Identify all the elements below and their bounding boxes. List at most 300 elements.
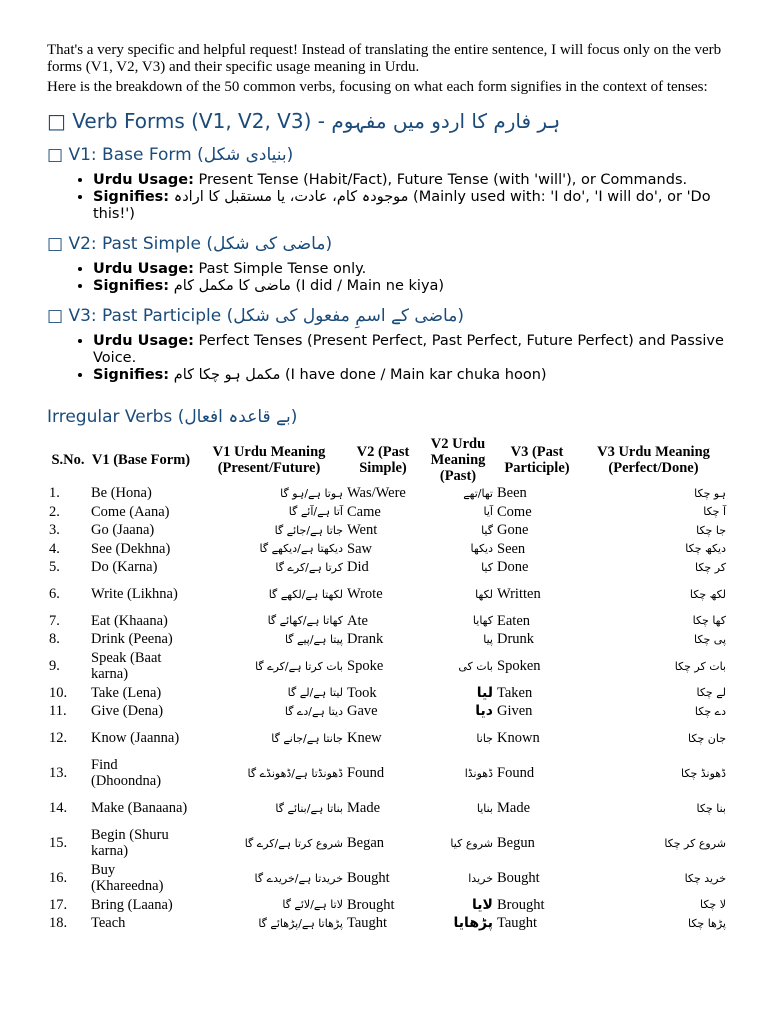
table-row	[47, 577, 728, 612]
v2-urdu-cell	[421, 914, 495, 933]
v3-urdu: ڈھونڈ چکا	[681, 766, 726, 780]
v1-urdu-cell	[193, 826, 345, 861]
row-number-cell	[47, 484, 89, 503]
v3-participle: Spoken	[497, 658, 541, 674]
v3-urdu-cell	[579, 503, 728, 522]
v2-past-cell	[345, 558, 421, 577]
list-item	[93, 278, 728, 295]
v1-base: See (Dekhna)	[91, 540, 171, 557]
row-number: 14.	[49, 800, 68, 816]
v3-urdu-cell	[579, 914, 728, 933]
v3-participle-cell	[495, 540, 579, 559]
v2-past-cell	[345, 756, 421, 791]
v2-urdu: دیکھا	[470, 542, 493, 556]
v3-participle: Bought	[497, 870, 540, 886]
v3-urdu-cell	[579, 791, 728, 826]
v1-base: Make (Banaana)	[91, 800, 188, 816]
v1-urdu: شروع کرتا ہے/کرے گا	[244, 836, 343, 850]
v3-urdu-cell	[579, 721, 728, 756]
table-row	[47, 649, 728, 684]
v2-past: Bought	[347, 870, 390, 886]
v1-base-cell	[89, 540, 193, 559]
v3-participle-cell	[495, 896, 579, 915]
v2-past-cell	[345, 861, 421, 896]
v2-past: Was/Were	[347, 485, 406, 502]
usage-label: Urdu Usage:	[93, 333, 194, 349]
v1-urdu: لیتا ہے/لے گا	[287, 686, 343, 700]
v1-urdu-cell	[193, 861, 345, 896]
v2-urdu: آیا	[483, 505, 493, 519]
v3-participle: Made	[497, 800, 531, 816]
v2-past: Taught	[347, 915, 388, 932]
row-number-cell	[47, 612, 89, 631]
v2-urdu: خریدا	[468, 871, 493, 885]
usage-label: Urdu Usage:	[93, 172, 194, 188]
v1-base-cell	[89, 630, 193, 649]
v1-urdu: بات کرتا ہے/کرے گا	[255, 659, 343, 673]
v3-urdu: کر چکا	[694, 560, 726, 574]
table-row	[47, 484, 728, 503]
v1-base: Do (Karna)	[91, 559, 158, 576]
v2-past-cell	[345, 721, 421, 756]
v2-urdu: جانا	[476, 731, 493, 745]
v1-base: Find (Dhoondna)	[91, 757, 162, 789]
row-number: 4.	[49, 540, 60, 557]
v1-base-cell	[89, 612, 193, 631]
row-number-cell	[47, 503, 89, 522]
v3-urdu-cell	[579, 521, 728, 540]
v3-urdu-cell	[579, 896, 728, 915]
row-number: 8.	[49, 631, 60, 648]
v3-urdu-cell	[579, 756, 728, 791]
v2-past-cell	[345, 503, 421, 522]
table-row	[47, 521, 728, 540]
v2-urdu: دیا	[475, 703, 493, 720]
v1-base: Go (Jaana)	[91, 522, 155, 539]
v2-urdu-cell	[421, 503, 495, 522]
v3-urdu: ہو چکا	[694, 486, 726, 500]
v1-urdu: جاتا ہے/جائے گا	[274, 523, 343, 537]
v1-urdu-cell	[193, 484, 345, 503]
row-number: 11.	[49, 703, 67, 720]
list-item	[93, 172, 728, 189]
v3-participle-cell	[495, 702, 579, 721]
v2-urdu: کھایا	[472, 614, 493, 628]
v3-urdu: پڑھا چکا	[687, 916, 726, 930]
v2-past-cell	[345, 612, 421, 631]
row-number-cell	[47, 702, 89, 721]
table-body	[47, 484, 728, 933]
v3-urdu-cell	[579, 484, 728, 503]
v3-participle: Begun	[497, 835, 535, 851]
row-number: 5.	[49, 559, 60, 576]
v1-base-cell	[89, 721, 193, 756]
signifies-text: ماضی کا مکمل کام (I did / Main ne kiya)	[169, 278, 445, 294]
v2-urdu: ڈھونڈا	[464, 766, 493, 780]
signifies-text: مکمل ہو چکا کام (I have done / Main kar chuka hoon)	[169, 367, 547, 383]
row-number: 12.	[49, 730, 68, 746]
v3-urdu-cell	[579, 540, 728, 559]
v3-participle-cell	[495, 914, 579, 933]
v2-past-cell	[345, 484, 421, 503]
v1-urdu-cell	[193, 612, 345, 631]
v2-past: Saw	[347, 540, 372, 557]
header-v3: V3 (Past Participle)	[504, 444, 570, 476]
row-number: 17.	[49, 896, 68, 913]
v2-urdu: پیا	[483, 632, 493, 646]
v1-urdu-cell	[193, 558, 345, 577]
header-v1: V1 (Base Form)	[91, 452, 191, 468]
v1-urdu-cell	[193, 521, 345, 540]
row-number: 1.	[49, 485, 60, 502]
v1-base: Drink (Peena)	[91, 631, 173, 648]
v2-past: Did	[347, 559, 369, 576]
row-number: 6.	[49, 586, 60, 602]
v1-urdu-cell	[193, 649, 345, 684]
v1-base: Teach	[91, 915, 126, 932]
v1-base-cell	[89, 649, 193, 684]
v3-urdu: جا چکا	[696, 523, 726, 537]
v2-urdu-cell	[421, 721, 495, 756]
v1-urdu: لکھتا ہے/لکھے گا	[268, 587, 343, 601]
v2-past-cell	[345, 826, 421, 861]
v2-past: Ate	[347, 612, 368, 629]
v1-urdu: پیتا ہے/پیے گا	[284, 632, 343, 646]
v2-past-cell	[345, 540, 421, 559]
v2-past: Brought	[347, 896, 395, 913]
v2-urdu-cell	[421, 649, 495, 684]
v1-urdu: دیتا ہے/دے گا	[284, 704, 343, 718]
v2-past-cell	[345, 914, 421, 933]
v3-participle: Given	[497, 703, 533, 720]
v1-urdu-cell	[193, 577, 345, 612]
v2-past: Gave	[347, 703, 378, 720]
verbs-table	[47, 436, 728, 933]
table-row	[47, 861, 728, 896]
v1-base-cell	[89, 861, 193, 896]
table-row	[47, 826, 728, 861]
v2-past: Drank	[347, 631, 384, 648]
v1-urdu: کرتا ہے/کرے گا	[275, 560, 343, 574]
list-item	[93, 367, 728, 384]
v1-base: Begin (Shuru karna)	[91, 827, 169, 859]
v1-urdu: بناتا ہے/بنائے گا	[275, 801, 343, 815]
v2-urdu-cell	[421, 558, 495, 577]
v1-urdu-cell	[193, 540, 345, 559]
v2-urdu: تھا/تھے	[463, 486, 493, 500]
v2-urdu-cell	[421, 484, 495, 503]
v1-base-cell	[89, 503, 193, 522]
v2-urdu: شروع کیا	[450, 836, 493, 850]
v2-past: Knew	[347, 730, 382, 746]
row-number-cell	[47, 914, 89, 933]
row-number-cell	[47, 791, 89, 826]
v2-points	[47, 261, 728, 295]
v3-urdu: لا چکا	[700, 898, 726, 912]
v2-urdu: لکھا	[475, 587, 493, 601]
v1-urdu: جانتا ہے/جانے گا	[271, 731, 343, 745]
v1-urdu-cell	[193, 896, 345, 915]
row-number: 18.	[49, 915, 68, 932]
row-number-cell	[47, 756, 89, 791]
v3-urdu-cell	[579, 826, 728, 861]
v3-urdu-cell	[579, 612, 728, 631]
v3-urdu: دیکھ چکا	[685, 542, 726, 556]
row-number: 13.	[49, 765, 68, 781]
v3-participle-cell	[495, 484, 579, 503]
table-row	[47, 791, 728, 826]
v1-base: Give (Dena)	[91, 703, 164, 720]
v3-participle: Taken	[497, 684, 533, 701]
v2-urdu-cell	[421, 540, 495, 559]
row-number: 16.	[49, 870, 68, 886]
row-number-cell	[47, 721, 89, 756]
v1-base: Take (Lena)	[91, 684, 162, 701]
table-row	[47, 896, 728, 915]
v2-past-cell	[345, 702, 421, 721]
v1-base: Be (Hona)	[91, 485, 152, 502]
v2-urdu: پڑھایا	[453, 915, 493, 932]
v1-base-cell	[89, 521, 193, 540]
row-number-cell	[47, 521, 89, 540]
table-row	[47, 702, 728, 721]
row-number: 15.	[49, 835, 68, 851]
v3-urdu-cell	[579, 577, 728, 612]
v1-base-cell	[89, 684, 193, 703]
v1-urdu: دیکھتا ہے/دیکھے گا	[259, 542, 343, 556]
v3-urdu-cell	[579, 684, 728, 703]
v3-block	[47, 305, 728, 384]
v2-past-cell	[345, 577, 421, 612]
intro-paragraph-2: Here is the breakdown of the 50 common verbs, focusing on what each form signifies in the context of tenses:	[47, 79, 708, 95]
header-v2-urdu: V2 Urdu Meaning (Past)	[430, 436, 486, 484]
v2-urdu-cell	[421, 861, 495, 896]
v1-base-cell	[89, 756, 193, 791]
v2-past: Took	[347, 684, 377, 701]
v2-urdu-cell	[421, 756, 495, 791]
usage-text: Present Tense (Habit/Fact), Future Tense (with 'will'), or Commands.	[193, 172, 688, 188]
v3-urdu: شروع کر چکا	[664, 836, 726, 850]
v2-past: Came	[347, 503, 381, 520]
v3-participle-cell	[495, 503, 579, 522]
v3-urdu-cell	[579, 649, 728, 684]
v3-participle-cell	[495, 721, 579, 756]
list-item	[93, 189, 728, 223]
v2-urdu-cell	[421, 684, 495, 703]
v1-urdu: پڑھاتا ہے/پڑھائے گا	[258, 916, 343, 930]
v2-past-cell	[345, 791, 421, 826]
table-row	[47, 721, 728, 756]
v3-urdu: خرید چکا	[684, 871, 726, 885]
v1-points	[47, 172, 728, 223]
header-sno: S.No.	[51, 452, 85, 468]
v2-past: Spoke	[347, 658, 384, 674]
v1-urdu-cell	[193, 684, 345, 703]
v3-points	[47, 333, 728, 384]
v3-urdu: بنا چکا	[696, 801, 726, 815]
v1-base: Write (Likhna)	[91, 586, 178, 602]
v1-urdu-cell	[193, 630, 345, 649]
v3-urdu-cell	[579, 702, 728, 721]
table-title: Irregular Verbs (بے قاعدہ افعال)	[47, 407, 298, 427]
v1-base: Bring (Laana)	[91, 896, 173, 913]
v3-participle: Been	[497, 485, 527, 502]
v3-participle: Done	[497, 559, 529, 576]
v2-heading: □ V2: Past Simple (ماضی کی شکل)	[47, 234, 333, 254]
v2-past: Wrote	[347, 586, 383, 602]
v1-heading: □ V1: Base Form (بنیادی شکل)	[47, 145, 294, 165]
v3-participle: Gone	[497, 522, 529, 539]
v3-participle-cell	[495, 756, 579, 791]
v3-participle-cell	[495, 826, 579, 861]
v1-base-cell	[89, 484, 193, 503]
v3-urdu: دے چکا	[694, 704, 726, 718]
v1-urdu-cell	[193, 702, 345, 721]
v2-urdu: بات کی	[458, 659, 493, 673]
v3-urdu-cell	[579, 861, 728, 896]
v3-heading: □ V3: Past Participle (ماضی کے اسمِ مفعول کی شکل)	[47, 306, 464, 326]
v2-past: Went	[347, 522, 378, 539]
v2-urdu-cell	[421, 826, 495, 861]
row-number-cell	[47, 630, 89, 649]
v1-base-cell	[89, 558, 193, 577]
v3-urdu: کھا چکا	[692, 614, 726, 628]
list-item	[93, 333, 728, 367]
table-row	[47, 503, 728, 522]
v2-past-cell	[345, 896, 421, 915]
v3-participle-cell	[495, 630, 579, 649]
v1-base: Speak (Baat karna)	[91, 650, 162, 682]
v3-participle-cell	[495, 861, 579, 896]
v1-urdu-cell	[193, 914, 345, 933]
v1-urdu: آتا ہے/آئے گا	[288, 505, 343, 519]
v3-participle: Known	[497, 730, 540, 746]
v2-urdu-cell	[421, 630, 495, 649]
v3-participle-cell	[495, 558, 579, 577]
v2-urdu: لایا	[472, 896, 493, 913]
v2-past: Made	[347, 800, 381, 816]
v3-urdu: پی چکا	[694, 632, 726, 646]
v3-participle: Brought	[497, 896, 545, 913]
v3-participle: Drunk	[497, 631, 535, 648]
v1-base: Come (Aana)	[91, 503, 170, 520]
v3-participle-cell	[495, 684, 579, 703]
v3-urdu: بات کر چکا	[674, 659, 726, 673]
v2-urdu-cell	[421, 577, 495, 612]
signifies-label: Signifies:	[93, 367, 170, 383]
v2-urdu: بنایا	[476, 801, 493, 815]
v1-urdu-cell	[193, 503, 345, 522]
v2-urdu: گیا	[481, 523, 493, 537]
row-number-cell	[47, 896, 89, 915]
table-row	[47, 630, 728, 649]
v3-urdu-cell	[579, 630, 728, 649]
header-v3-urdu: V3 Urdu Meaning (Perfect/Done)	[597, 444, 710, 476]
v3-urdu: لکھ چکا	[689, 587, 726, 601]
v1-base-cell	[89, 577, 193, 612]
v1-urdu: ہوتا ہے/ہو گا	[280, 486, 343, 500]
usage-label: Urdu Usage:	[93, 261, 194, 277]
v3-participle: Seen	[497, 540, 526, 557]
v1-urdu: خریدتا ہے/خریدے گا	[254, 871, 343, 885]
header-v1-urdu: V1 Urdu Meaning (Present/Future)	[212, 444, 326, 476]
v3-participle: Found	[497, 765, 535, 781]
signifies-text: موجودہ کام، عادت، یا مستقبل کا ارادہ (Mainly used with: 'I do', 'I will do', or 'Do this!')	[93, 189, 711, 222]
v1-base-cell	[89, 914, 193, 933]
v2-urdu-cell	[421, 896, 495, 915]
v1-base: Eat (Khaana)	[91, 612, 168, 629]
section-title: □ Verb Forms (V1, V2, V3) - ہر فارم کا اردو میں مفہوم	[47, 109, 561, 133]
v2-past-cell	[345, 684, 421, 703]
v3-participle: Written	[497, 586, 541, 602]
v1-urdu: لاتا ہے/لائے گا	[282, 898, 343, 912]
v1-block	[47, 144, 728, 223]
table-row	[47, 684, 728, 703]
v3-urdu: لے چکا	[696, 686, 726, 700]
usage-text: Past Simple Tense only.	[193, 261, 367, 277]
v2-past: Found	[347, 765, 385, 781]
v3-participle: Come	[497, 503, 532, 520]
v1-base-cell	[89, 791, 193, 826]
v3-participle-cell	[495, 649, 579, 684]
v1-base: Buy (Khareedna)	[91, 862, 164, 894]
v2-urdu-cell	[421, 702, 495, 721]
v1-base-cell	[89, 896, 193, 915]
header-v2: V2 (Past Simple)	[356, 444, 410, 476]
v1-base-cell	[89, 702, 193, 721]
table-row	[47, 914, 728, 933]
row-number: 3.	[49, 522, 60, 539]
row-number-cell	[47, 540, 89, 559]
v1-urdu-cell	[193, 791, 345, 826]
v2-past-cell	[345, 630, 421, 649]
v2-urdu: لیا	[476, 684, 493, 701]
row-number-cell	[47, 649, 89, 684]
row-number: 10.	[49, 684, 68, 701]
row-number-cell	[47, 684, 89, 703]
v3-urdu: جان چکا	[688, 731, 726, 745]
list-item	[93, 261, 728, 278]
v2-past: Began	[347, 835, 385, 851]
v1-base-cell	[89, 826, 193, 861]
usage-text: Perfect Tenses (Present Perfect, Past Perfect, Future Perfect) and Passive Voice.	[93, 333, 724, 366]
v3-urdu: آ چکا	[703, 505, 726, 519]
table-row	[47, 612, 728, 631]
row-number-cell	[47, 577, 89, 612]
row-number-cell	[47, 558, 89, 577]
v2-urdu-cell	[421, 612, 495, 631]
v3-participle: Eaten	[497, 612, 531, 629]
row-number: 9.	[49, 658, 60, 674]
v2-past-cell	[345, 649, 421, 684]
intro-paragraph-1: That's a very specific and helpful request! Instead of translating the entire sentence, I will focus only on the verb forms (V1, V2, V3) and their specific usage meaning in Urdu.	[47, 42, 722, 75]
v3-participle-cell	[495, 612, 579, 631]
v1-urdu: کھاتا ہے/کھائے گا	[267, 614, 343, 628]
signifies-label: Signifies:	[93, 189, 170, 205]
v2-urdu-cell	[421, 521, 495, 540]
table-row	[47, 558, 728, 577]
table-row	[47, 756, 728, 791]
row-number: 7.	[49, 612, 60, 629]
signifies-label: Signifies:	[93, 278, 170, 294]
row-number: 2.	[49, 503, 60, 520]
row-number-cell	[47, 826, 89, 861]
v1-urdu: ڈھونڈتا ہے/ڈھونڈے گا	[247, 766, 343, 780]
v3-participle-cell	[495, 577, 579, 612]
v3-participle: Taught	[497, 915, 538, 932]
v1-urdu-cell	[193, 721, 345, 756]
v2-block	[47, 233, 728, 295]
